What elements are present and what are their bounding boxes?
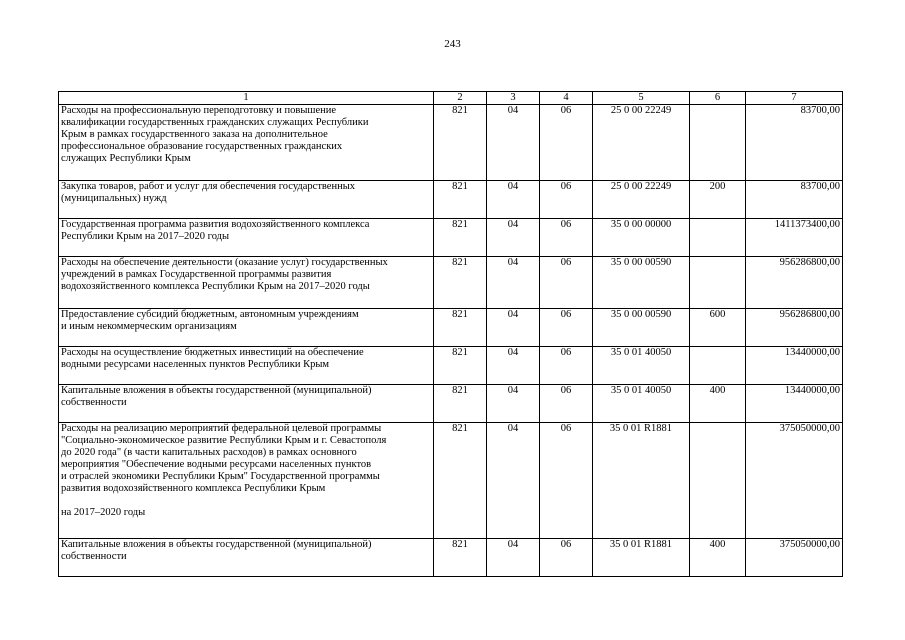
row-subsection: 06 bbox=[540, 257, 593, 309]
row-expense-type: 200 bbox=[690, 181, 746, 219]
row-expense-type: 400 bbox=[690, 539, 746, 577]
row-amount: 13440000,00 bbox=[746, 347, 843, 385]
row-ministry: 821 bbox=[434, 385, 487, 423]
row-section: 04 bbox=[487, 347, 540, 385]
row-ministry: 821 bbox=[434, 257, 487, 309]
row-expense-type bbox=[690, 347, 746, 385]
row-ministry: 821 bbox=[434, 539, 487, 577]
row-target: 25 0 00 22249 bbox=[593, 105, 690, 181]
row-amount: 956286800,00 bbox=[746, 257, 843, 309]
header-col-6: 6 bbox=[690, 92, 746, 105]
page-number: 243 bbox=[444, 38, 461, 50]
table-row bbox=[59, 105, 843, 181]
row-name: Расходы на осуществление бюджетных инвестиций на обеспечение водными ресурсами населенных пунктов Республики Крым bbox=[59, 347, 434, 385]
row-amount: 1411373400,00 bbox=[746, 219, 843, 257]
row-expense-type bbox=[690, 219, 746, 257]
table-row bbox=[59, 257, 843, 309]
table-row bbox=[59, 347, 843, 385]
row-section: 04 bbox=[487, 309, 540, 347]
row-section: 04 bbox=[487, 257, 540, 309]
table-row bbox=[59, 181, 843, 219]
row-subsection: 06 bbox=[540, 385, 593, 423]
row-amount: 83700,00 bbox=[746, 181, 843, 219]
table-row bbox=[59, 539, 843, 577]
row-amount: 956286800,00 bbox=[746, 309, 843, 347]
row-target: 35 0 00 00000 bbox=[593, 219, 690, 257]
row-ministry: 821 bbox=[434, 219, 487, 257]
row-target: 35 0 01 40050 bbox=[593, 347, 690, 385]
row-name: Расходы на реализацию мероприятий федеральной целевой программы "Социально-экономическое развитие Республики Крым и г. Севастополя до 2020 года" (в части капитальных расходов) в рамках основного мероприятия "Обеспечение водными ресурсами населенных пунктов и отраслей экономики Республики Крым" Государственной программы развития водохозяйственного комплекса Республики Крым на 2017–2020 годы bbox=[59, 423, 434, 539]
row-subsection: 06 bbox=[540, 181, 593, 219]
row-target: 35 0 00 00590 bbox=[593, 257, 690, 309]
header-col-4: 4 bbox=[540, 92, 593, 105]
table-row bbox=[59, 309, 843, 347]
row-ministry: 821 bbox=[434, 423, 487, 539]
row-ministry: 821 bbox=[434, 181, 487, 219]
row-section: 04 bbox=[487, 181, 540, 219]
row-amount: 375050000,00 bbox=[746, 539, 843, 577]
row-name: Капитальные вложения в объекты государственной (муниципальной) собственности bbox=[59, 385, 434, 423]
row-section: 04 bbox=[487, 385, 540, 423]
header-col-7: 7 bbox=[746, 92, 843, 105]
row-ministry: 821 bbox=[434, 309, 487, 347]
row-name: Закупка товаров, работ и услуг для обеспечения государственных (муниципальных) нужд bbox=[59, 181, 434, 219]
row-target: 35 0 01 R1881 bbox=[593, 423, 690, 539]
header-col-1: 1 bbox=[59, 92, 434, 105]
row-target: 25 0 00 22249 bbox=[593, 181, 690, 219]
row-ministry: 821 bbox=[434, 347, 487, 385]
table-header-row bbox=[59, 92, 843, 105]
row-target: 35 0 01 40050 bbox=[593, 385, 690, 423]
table-row bbox=[59, 423, 843, 539]
row-target: 35 0 01 R1881 bbox=[593, 539, 690, 577]
row-amount: 83700,00 bbox=[746, 105, 843, 181]
row-amount: 13440000,00 bbox=[746, 385, 843, 423]
row-ministry: 821 bbox=[434, 105, 487, 181]
table-row bbox=[59, 219, 843, 257]
header-col-2: 2 bbox=[434, 92, 487, 105]
row-expense-type: 600 bbox=[690, 309, 746, 347]
row-name: Расходы на обеспечение деятельности (оказание услуг) государственных учреждений в рамках Государственной программы развития водохозяйственного комплекса Республики Крым на 2017–2020 годы bbox=[59, 257, 434, 309]
table-row bbox=[59, 385, 843, 423]
row-expense-type bbox=[690, 257, 746, 309]
row-subsection: 06 bbox=[540, 423, 593, 539]
row-subsection: 06 bbox=[540, 347, 593, 385]
row-target: 35 0 00 00590 bbox=[593, 309, 690, 347]
row-subsection: 06 bbox=[540, 219, 593, 257]
row-section: 04 bbox=[487, 423, 540, 539]
row-name: Расходы на профессиональную переподготовку и повышение квалификации государственных гражданских служащих Республики Крым в рамках государственного заказа на дополнительное профессиональное образование государственных гражданских служащих Республики Крым bbox=[59, 105, 434, 181]
row-subsection: 06 bbox=[540, 539, 593, 577]
row-expense-type bbox=[690, 105, 746, 181]
row-name: Капитальные вложения в объекты государственной (муниципальной) собственности bbox=[59, 539, 434, 577]
header-col-3: 3 bbox=[487, 92, 540, 105]
row-expense-type: 400 bbox=[690, 385, 746, 423]
row-section: 04 bbox=[487, 539, 540, 577]
row-expense-type bbox=[690, 423, 746, 539]
row-name: Государственная программа развития водохозяйственного комплекса Республики Крым на 2017–2020 годы bbox=[59, 219, 434, 257]
row-subsection: 06 bbox=[540, 309, 593, 347]
row-section: 04 bbox=[487, 105, 540, 181]
row-subsection: 06 bbox=[540, 105, 593, 181]
row-name: Предоставление субсидий бюджетным, автономным учреждениям и иным некоммерческим организациям bbox=[59, 309, 434, 347]
row-amount: 375050000,00 bbox=[746, 423, 843, 539]
header-col-5: 5 bbox=[593, 92, 690, 105]
row-section: 04 bbox=[487, 219, 540, 257]
budget-table bbox=[58, 91, 843, 577]
